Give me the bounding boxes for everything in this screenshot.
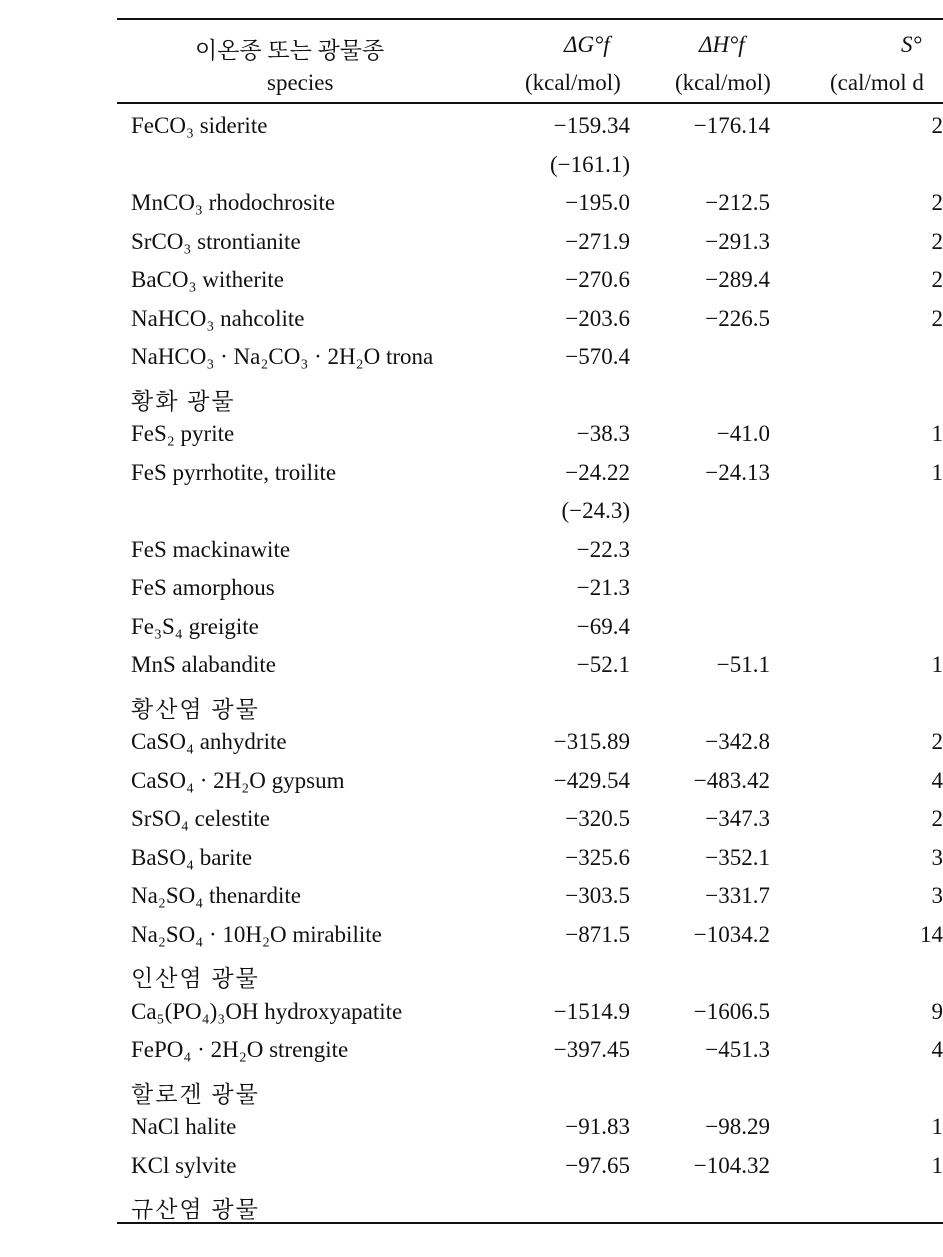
species-cell: Na₂SO₄ · 10H₂O mirabilite bbox=[131, 921, 382, 947]
gibbs-energy-cell: −203.6 bbox=[565, 305, 630, 331]
species-cell: FeS mackinawite bbox=[131, 536, 291, 562]
table-row bbox=[0, 729, 943, 767]
entropy-cell: 2 bbox=[931, 305, 943, 331]
table-row bbox=[0, 1114, 943, 1152]
table-row bbox=[0, 652, 943, 690]
entropy-cell: 1 bbox=[931, 652, 943, 677]
enthalpy-cell: −289.4 bbox=[705, 267, 770, 292]
enthalpy-cell: −291.3 bbox=[705, 228, 770, 254]
entropy-cell: 2 bbox=[931, 113, 943, 138]
species-cell: MnCO₃ rhodochrosite bbox=[131, 190, 336, 215]
entropy-cell: 14 bbox=[920, 921, 943, 947]
gibbs-energy-cell: −69.4 bbox=[576, 613, 630, 639]
species-cell: CaSO₄ · 2H₂O gypsum bbox=[131, 767, 345, 793]
table-row bbox=[0, 1037, 943, 1075]
table-row bbox=[0, 768, 943, 806]
gibbs-energy-cell: −1514.9 bbox=[553, 998, 630, 1024]
table-row bbox=[0, 922, 943, 960]
table-bottom-rule bbox=[117, 1222, 943, 1224]
gibbs-energy-cell: −21.3 bbox=[576, 575, 630, 600]
enthalpy-cell: −51.1 bbox=[716, 652, 770, 677]
entropy-cell: 3 bbox=[931, 844, 943, 870]
gibbs-energy-cell: −97.65 bbox=[565, 1152, 630, 1178]
table-row bbox=[0, 999, 943, 1037]
gibbs-energy-cell: −195.0 bbox=[565, 190, 630, 215]
category-label: 황화 광물 bbox=[131, 388, 236, 414]
category-label: 할로겐 광물 bbox=[131, 1081, 260, 1107]
species-cell: FeS amorphous bbox=[131, 575, 275, 600]
gibbs-energy-cell: −315.89 bbox=[553, 729, 630, 754]
entropy-cell: 1 bbox=[931, 1114, 943, 1139]
species-cell: SrCO₃ strontianite bbox=[131, 228, 301, 254]
species-cell: CaSO₄ anhydrite bbox=[131, 729, 287, 754]
species-cell: BaCO₃ witherite bbox=[131, 267, 285, 292]
table-row bbox=[0, 190, 943, 228]
table-row bbox=[0, 113, 943, 151]
enthalpy-cell: −1034.2 bbox=[693, 921, 770, 947]
table-row bbox=[0, 883, 943, 921]
gibbs-energy-cell: −91.83 bbox=[565, 1114, 630, 1139]
entropy-cell: 2 bbox=[931, 729, 943, 754]
enthalpy-cell: −176.14 bbox=[693, 113, 770, 138]
table-row bbox=[0, 845, 943, 883]
species-cell: FePO₄ · 2H₂O strengite bbox=[131, 1037, 349, 1062]
species-cell: NaHCO₃ · Na₂CO₃ · 2H₂O trona bbox=[131, 344, 434, 369]
entropy-cell: 1 bbox=[931, 459, 943, 485]
species-cell: Na₂SO₄ thenardite bbox=[131, 883, 301, 908]
category-row bbox=[0, 383, 943, 421]
entropy-cell: 9 bbox=[931, 998, 943, 1024]
gibbs-energy-cell: (−161.1) bbox=[549, 151, 630, 177]
gibbs-energy-cell: −24.22 bbox=[565, 459, 630, 485]
header-gibbs-symbol: ΔG°f bbox=[564, 32, 610, 57]
category-row bbox=[0, 960, 943, 998]
enthalpy-cell: −212.5 bbox=[705, 190, 770, 215]
species-cell: MnS alabandite bbox=[131, 652, 276, 677]
gibbs-energy-cell: −325.6 bbox=[565, 844, 630, 870]
entropy-cell: 4 bbox=[931, 1037, 943, 1062]
gibbs-energy-cell: −320.5 bbox=[565, 806, 630, 831]
header-gibbs-unit: (kcal/mol) bbox=[525, 70, 621, 95]
table-row bbox=[0, 267, 943, 305]
table-row bbox=[0, 498, 943, 536]
enthalpy-cell: −41.0 bbox=[716, 421, 770, 446]
category-row bbox=[0, 1076, 943, 1114]
enthalpy-cell: −483.42 bbox=[693, 767, 770, 793]
category-row bbox=[0, 691, 943, 729]
enthalpy-cell: −226.5 bbox=[705, 305, 770, 331]
table-row bbox=[0, 806, 943, 844]
enthalpy-cell: −24.13 bbox=[705, 459, 770, 485]
gibbs-energy-cell: −303.5 bbox=[565, 883, 630, 908]
table-top-rule bbox=[117, 18, 943, 20]
enthalpy-cell: −331.7 bbox=[705, 883, 770, 908]
table-row bbox=[0, 344, 943, 382]
header-species-english: species bbox=[267, 70, 334, 95]
species-cell: FeS pyrrhotite, troilite bbox=[131, 459, 337, 485]
table-row bbox=[0, 575, 943, 613]
table-row bbox=[0, 421, 943, 459]
gibbs-energy-cell: −429.54 bbox=[553, 767, 630, 793]
category-label: 황산염 광물 bbox=[131, 696, 260, 722]
enthalpy-cell: −98.29 bbox=[705, 1114, 770, 1139]
species-cell: BaSO₄ barite bbox=[131, 844, 253, 870]
species-cell: Fe₃S₄ greigite bbox=[131, 613, 259, 639]
entropy-cell: 3 bbox=[931, 883, 943, 908]
gibbs-energy-cell: (−24.3) bbox=[561, 498, 630, 523]
entropy-cell: 4 bbox=[931, 767, 943, 793]
entropy-cell: 2 bbox=[931, 267, 943, 292]
table-row bbox=[0, 229, 943, 267]
enthalpy-cell: −347.3 bbox=[705, 806, 770, 831]
table-row bbox=[0, 614, 943, 652]
enthalpy-cell: −342.8 bbox=[705, 729, 770, 754]
header-species-korean: 이온종 또는 광물종 bbox=[195, 38, 385, 63]
entropy-cell: 2 bbox=[931, 806, 943, 831]
enthalpy-cell: −104.32 bbox=[693, 1152, 770, 1178]
gibbs-energy-cell: −397.45 bbox=[553, 1037, 630, 1062]
gibbs-energy-cell: −22.3 bbox=[576, 536, 630, 562]
table-row bbox=[0, 460, 943, 498]
category-label: 규산염 광물 bbox=[131, 1197, 260, 1222]
header-entropy-unit: (cal/mol d bbox=[830, 70, 924, 95]
species-cell: Ca₅(PO₄)₃OH hydroxyapatite bbox=[131, 998, 403, 1024]
gibbs-energy-cell: −52.1 bbox=[576, 652, 630, 677]
table-row bbox=[0, 1153, 943, 1191]
gibbs-energy-cell: −871.5 bbox=[565, 921, 630, 947]
species-cell: KCl sylvite bbox=[131, 1152, 237, 1178]
entropy-cell: 1 bbox=[931, 1152, 943, 1178]
species-cell: NaCl halite bbox=[131, 1114, 237, 1139]
header-rule bbox=[117, 102, 943, 104]
header-entropy-symbol: S° bbox=[901, 32, 922, 57]
enthalpy-cell: −451.3 bbox=[705, 1037, 770, 1062]
table-row bbox=[0, 306, 943, 344]
enthalpy-cell: −1606.5 bbox=[693, 998, 770, 1024]
species-cell: FeCO₃ siderite bbox=[131, 113, 268, 138]
gibbs-energy-cell: −38.3 bbox=[576, 421, 630, 446]
enthalpy-cell: −352.1 bbox=[705, 844, 770, 870]
table-row bbox=[0, 152, 943, 190]
header-enthalpy-symbol: ΔH°f bbox=[699, 32, 745, 57]
gibbs-energy-cell: −270.6 bbox=[565, 267, 630, 292]
species-cell: FeS₂ pyrite bbox=[131, 421, 235, 446]
header-enthalpy-unit: (kcal/mol) bbox=[675, 70, 771, 95]
gibbs-energy-cell: −570.4 bbox=[565, 344, 630, 369]
gibbs-energy-cell: −159.34 bbox=[553, 113, 630, 138]
table-row bbox=[0, 537, 943, 575]
entropy-cell: 2 bbox=[931, 228, 943, 254]
entropy-cell: 1 bbox=[931, 421, 943, 446]
gibbs-energy-cell: −271.9 bbox=[565, 228, 630, 254]
species-cell: SrSO₄ celestite bbox=[131, 806, 270, 831]
species-cell: NaHCO₃ nahcolite bbox=[131, 305, 305, 331]
category-label: 인산염 광물 bbox=[131, 966, 260, 991]
entropy-cell: 2 bbox=[931, 190, 943, 215]
